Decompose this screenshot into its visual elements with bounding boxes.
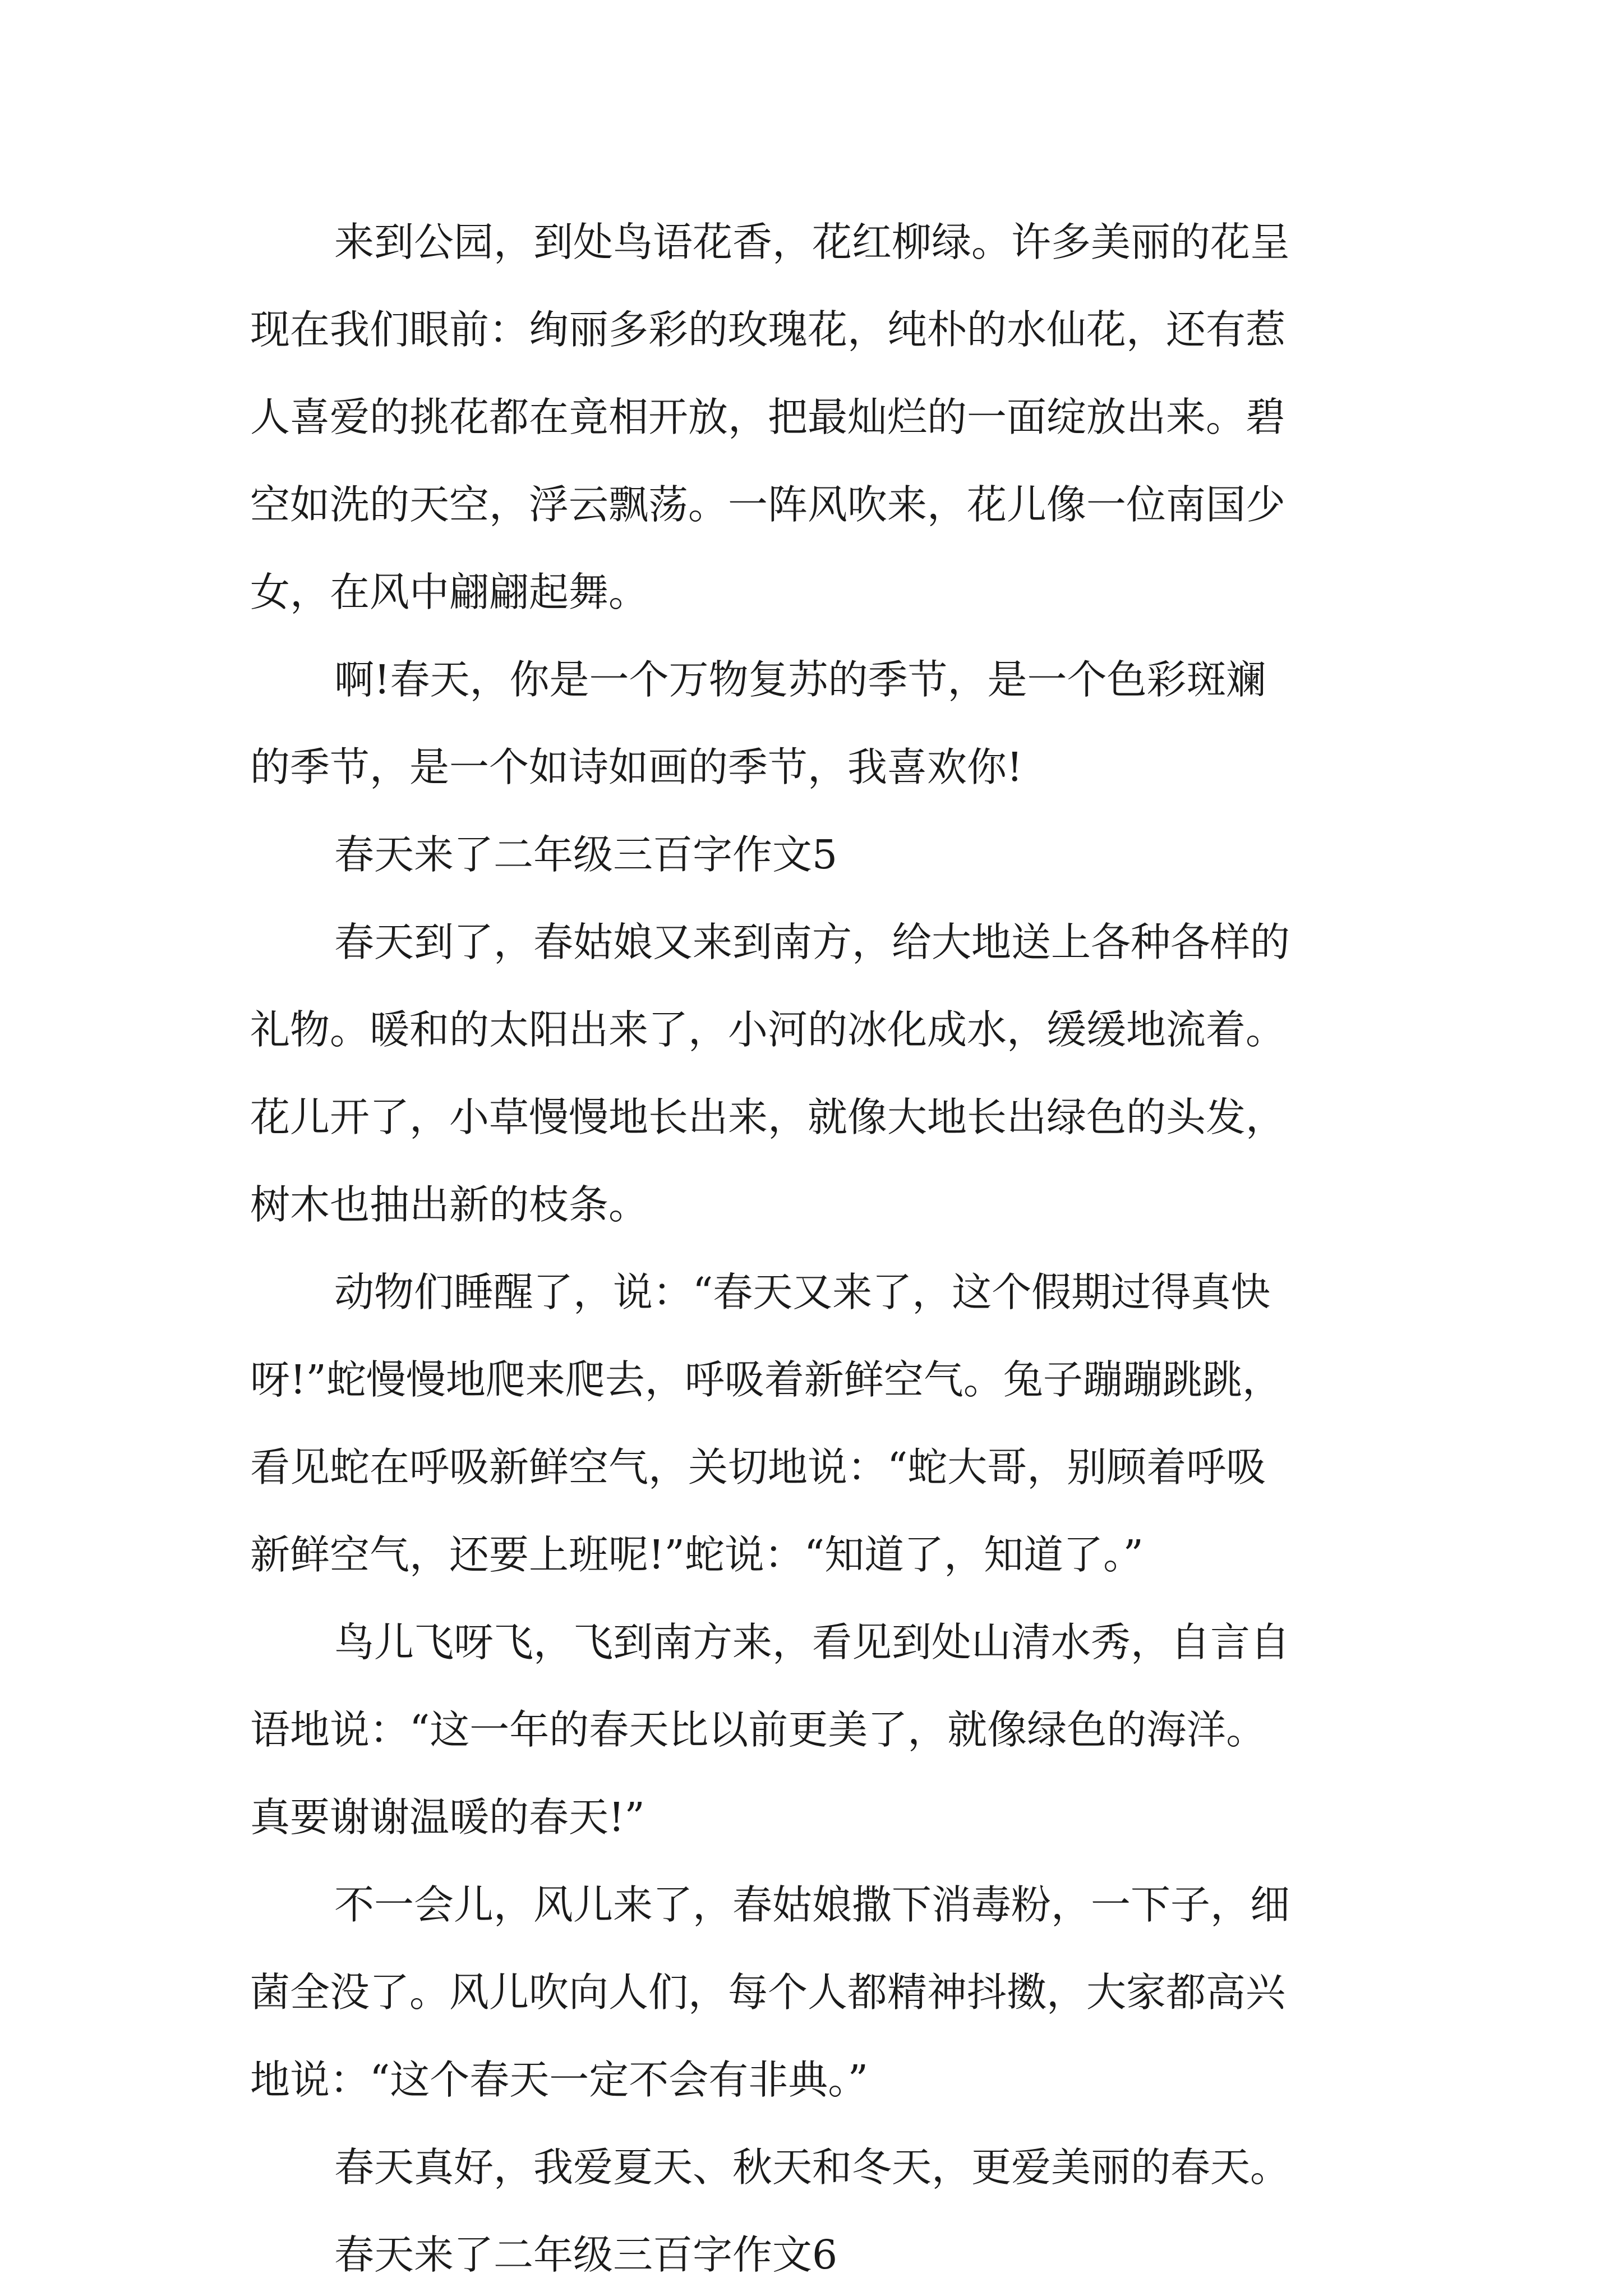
text-line: 不一会儿，风儿来了，春姑娘撒下消毒粉，一下子，细 <box>334 1881 1290 1928</box>
section-heading: 春天来了二年级三百字作文6 <box>334 2231 838 2278</box>
text-line: 地说：“这个春天一定不会有非典。” <box>250 2056 869 2103</box>
text-line: 动物们睡醒了，说：“春天又来了，这个假期过得真快 <box>334 1269 1271 1315</box>
text-line: 空如洗的天空，浮云飘荡。一阵风吹来，花儿像一位南国少 <box>250 481 1286 528</box>
text-line: 树木也抽出新的枝条。 <box>250 1181 649 1228</box>
text-line: 呀!”蛇慢慢地爬来爬去，呼吸着新鲜空气。兔子蹦蹦跳跳， <box>250 1356 1282 1403</box>
text-line: 来到公园，到处鸟语花香，花红柳绿。许多美丽的花呈 <box>334 219 1290 265</box>
text-line: 礼物。暖和的太阳出来了，小河的冰化成水，缓缓地流着。 <box>250 1006 1286 1053</box>
section-heading: 春天来了二年级三百字作文5 <box>334 831 838 878</box>
text-line: 语地说：“这一年的春天比以前更美了，就像绿色的海洋。 <box>250 1706 1266 1753</box>
text-line: 春天真好，我爱夏天、秋天和冬天，更爱美丽的春天。 <box>334 2144 1290 2191</box>
text-line: 啊!春天，你是一个万物复苏的季节，是一个色彩斑斓 <box>334 656 1266 703</box>
text-line: 人喜爱的挑花都在竟相开放，把最灿烂的一面绽放出来。碧 <box>250 394 1286 440</box>
text-line: 春天到了，春姑娘又来到南方，给大地送上各种各样的 <box>334 919 1290 965</box>
text-line: 女，在风中翩翩起舞。 <box>250 569 649 615</box>
text-line: 看见蛇在呼吸新鲜空气，关切地说：“蛇大哥，别顾着呼吸 <box>250 1444 1266 1490</box>
text-line: 的季节，是一个如诗如画的季节，我喜欢你! <box>250 744 1023 790</box>
text-line: 花儿开了，小草慢慢地长出来，就像大地长出绿色的头发， <box>250 1094 1286 1140</box>
text-line: 现在我们眼前：绚丽多彩的玫瑰花，纯朴的水仙花，还有惹 <box>250 306 1286 353</box>
text-line: 菌全没了。风儿吹向人们，每个人都精神抖擞，大家都高兴 <box>250 1969 1286 2016</box>
text-line: 新鲜空气，还要上班呢!”蛇说：“知道了，知道了。” <box>250 1531 1144 1578</box>
text-line: 真要谢谢温暖的春天!” <box>250 1794 645 1841</box>
text-line: 鸟儿飞呀飞，飞到南方来，看见到处山清水秀，自言自 <box>334 1619 1290 1665</box>
